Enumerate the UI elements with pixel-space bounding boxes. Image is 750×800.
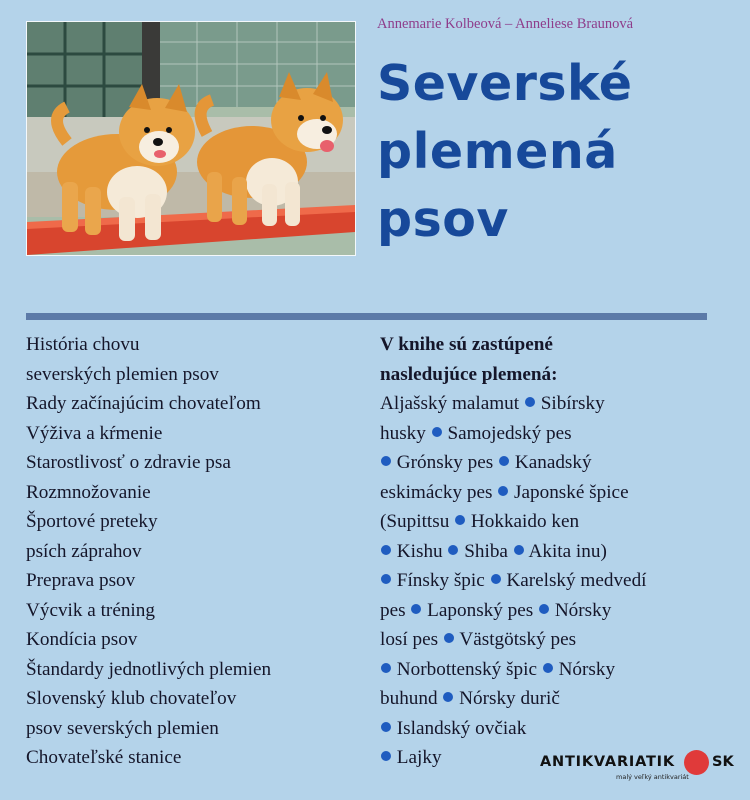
breed-name: Akita inu)	[528, 540, 607, 562]
bullet-dot-icon	[525, 397, 535, 407]
breed-name: Samojedský pes	[447, 422, 572, 444]
bullet-dot-icon	[444, 633, 454, 643]
title-line: psov	[377, 191, 509, 248]
breed-name: Lajky	[396, 747, 442, 768]
breed-line	[380, 596, 725, 626]
bullet-dot-icon	[381, 722, 391, 732]
breed-name: Aljašský malamut	[380, 393, 520, 414]
breed-name: Västgötský pes	[459, 629, 577, 650]
breed-name: Fínsky špic	[396, 570, 485, 591]
breed-name: Japonské špice	[514, 481, 629, 503]
breed-name: Nórsky	[558, 658, 616, 680]
bullet-dot-icon	[543, 663, 553, 673]
list-item: Výcvik a tréning	[26, 599, 155, 621]
bullet-dot-icon	[411, 604, 421, 614]
breed-name: Kishu	[396, 540, 443, 562]
list-item: Kondícia psov	[26, 629, 138, 650]
breed-line	[380, 478, 725, 508]
list-item: psov severských plemien	[26, 717, 219, 739]
breed-line	[380, 655, 725, 685]
breed-line	[380, 684, 725, 714]
breed-name: Karelský medvedí	[506, 570, 647, 591]
breed-line	[380, 389, 725, 419]
breed-line	[380, 537, 725, 567]
breed-line	[380, 419, 725, 449]
list-item: Športové preteky	[26, 511, 158, 532]
breed-name: Shiba	[464, 540, 508, 562]
bullet-dot-icon	[381, 456, 391, 466]
breed-name: Grónsky pes	[396, 452, 494, 473]
bullet-dot-icon	[381, 751, 391, 761]
bullet-dot-icon	[381, 663, 391, 673]
breed-line	[380, 448, 725, 478]
bullet-dot-icon	[448, 545, 458, 555]
breed-name: Hokkaido ken	[470, 511, 580, 532]
list-item: Štandardy jednotlivých plemien	[26, 658, 272, 680]
breed-name: husky	[380, 422, 426, 444]
breeds-section	[380, 330, 725, 773]
breed-name: losí pes	[380, 629, 439, 650]
breed-line	[380, 566, 725, 596]
divider	[26, 313, 707, 320]
authors: Annemarie Kolbeová – Anneliese Braunová	[377, 16, 634, 32]
breed-name: (Supittsu	[380, 511, 450, 532]
bullet-dot-icon	[455, 515, 465, 525]
book-title	[377, 50, 633, 254]
bullet-dot-icon	[443, 692, 453, 702]
list-item: Chovateľské stanice	[26, 747, 182, 768]
list-item: História chovu	[26, 334, 140, 355]
breed-name: Laponský pes	[427, 599, 534, 621]
bullet-dot-icon	[491, 574, 501, 584]
bullet-dot-icon	[498, 486, 508, 496]
breed-name: Nórsky durič	[459, 688, 560, 709]
heading-line: nasledujúce plemená:	[380, 363, 558, 385]
breeds-list	[380, 389, 725, 773]
bullet-dot-icon	[381, 574, 391, 584]
list-item: Slovenský klub chovateľov	[26, 688, 237, 709]
puppies-photo-icon	[27, 22, 355, 255]
breed-name: Kanadský	[514, 452, 592, 473]
cover-photo	[26, 21, 356, 256]
breed-line	[380, 625, 725, 655]
bullet-dot-icon	[432, 427, 442, 437]
bullet-dot-icon	[381, 545, 391, 555]
breed-name: Islandský ovčiak	[396, 717, 527, 739]
title-line: Severské	[377, 55, 633, 112]
watermark-name: ANTIKVARIATIK	[540, 754, 675, 770]
list-item: Rady začínajúcim chovateľom	[26, 393, 261, 414]
watermark-tld: SK	[712, 754, 734, 770]
list-item: Preprava psov	[26, 570, 136, 591]
breeds-heading	[380, 330, 725, 389]
breed-name: pes	[380, 599, 406, 621]
watermark-tagline: malý veľký antikvariát	[616, 773, 689, 781]
bullet-dot-icon	[499, 456, 509, 466]
bullet-dot-icon	[539, 604, 549, 614]
breed-name: Sibírsky	[540, 393, 605, 414]
breed-name: Norbottenský špic	[396, 658, 537, 680]
breed-name: buhund	[380, 688, 438, 709]
breed-line	[380, 507, 725, 537]
watermark-circle-icon	[684, 750, 709, 775]
breed-name: eskimácky pes	[380, 481, 493, 503]
list-item: Rozmnožovanie	[26, 481, 151, 503]
bullet-dot-icon	[514, 545, 524, 555]
list-item: severských plemien psov	[26, 363, 219, 385]
heading-line: V knihe sú zastúpené	[380, 334, 553, 355]
list-item: psích záprahov	[26, 540, 142, 562]
title-line: plemená	[377, 123, 618, 180]
breed-line	[380, 714, 725, 744]
list-item: Výživa a kŕmenie	[26, 422, 163, 444]
contents-list	[26, 330, 271, 773]
list-item: Starostlivosť o zdravie psa	[26, 452, 231, 473]
breed-name: Nórsky	[554, 599, 612, 621]
